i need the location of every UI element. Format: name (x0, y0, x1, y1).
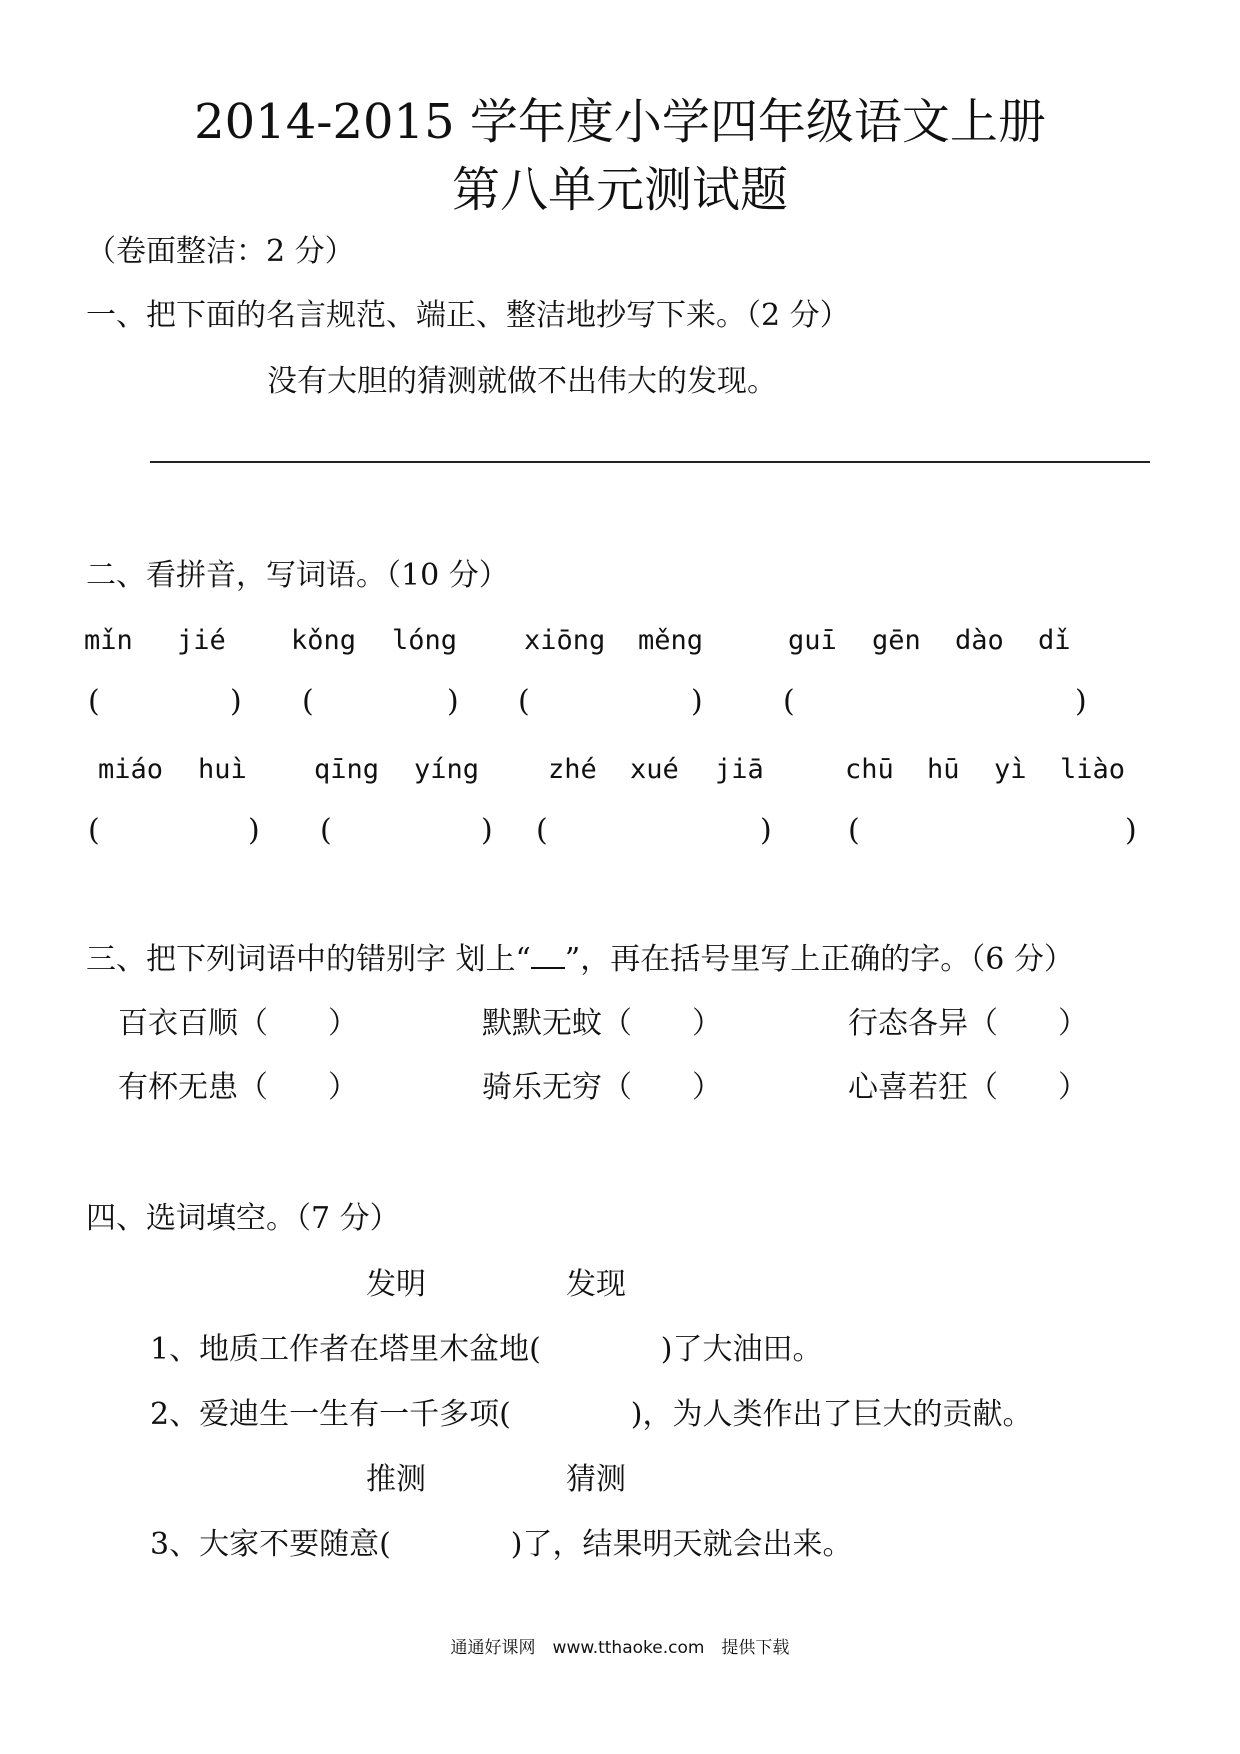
pinyin: guī (788, 625, 837, 656)
neatness-note: （卷面整洁：2 分） (86, 234, 355, 269)
pinyin: lóng (392, 625, 458, 656)
fill-question-2: 2、爱迪生一生有一千多项( )，为人类作出了巨大的贡献。 (150, 1397, 1033, 1432)
word-choice: 猜测 (566, 1462, 626, 1497)
copy-answer-line[interactable] (150, 461, 1150, 463)
page-title-line1: 2014-2015 学年度小学四年级语文上册 (194, 94, 1046, 150)
pinyin: yíng (414, 754, 480, 785)
section4-heading: 四、选词填空。（7 分） (86, 1201, 400, 1236)
pinyin: jié (177, 625, 226, 656)
quote-close: ” (564, 942, 581, 977)
section3-heading-text: 三、把下列词语中的错别字 划上 (86, 942, 516, 977)
pinyin: xiōng (524, 625, 606, 656)
pinyin: liào (1060, 754, 1126, 785)
pinyin: mǐn (84, 625, 133, 656)
bracket-close: ) (1075, 684, 1087, 719)
bracket-open: ( (783, 684, 795, 719)
pinyin: yì (994, 754, 1027, 785)
correction-item: 行态各异（ ） (848, 1006, 1088, 1041)
bracket-open: ( (518, 684, 530, 719)
pinyin: chū (845, 754, 894, 785)
pinyin: dǐ (1038, 625, 1071, 656)
pinyin: dào (955, 625, 1004, 656)
pinyin: měng (638, 625, 704, 656)
correction-item: 默默无蚊（ ） (482, 1006, 722, 1041)
pinyin: huì (198, 754, 247, 785)
correction-item: 有杯无患（ ） (118, 1070, 358, 1105)
pinyin: gēn (872, 625, 921, 656)
word-choice: 发明 (366, 1267, 426, 1302)
bracket-close: ) (230, 684, 242, 719)
correction-item: 骑乐无穷（ ） (482, 1070, 722, 1105)
bracket-open: ( (88, 813, 100, 848)
bracket-close: ) (447, 684, 459, 719)
section1-quote: 没有大胆的猜测就做不出伟大的发现。 (267, 364, 777, 399)
pinyin: zhé (548, 754, 597, 785)
section2-heading: 二、看拼音，写词语。（10 分） (86, 558, 509, 593)
section3-heading (86, 940, 1074, 980)
pinyin: xué (630, 754, 679, 785)
correction-item: 心喜若狂（ ） (848, 1070, 1088, 1105)
pinyin: jiā (715, 754, 764, 785)
bracket-close: ) (248, 813, 260, 848)
bracket-close: ) (481, 813, 493, 848)
bracket-close: ) (1125, 813, 1137, 848)
word-choice: 发现 (566, 1267, 626, 1302)
pinyin: qīng (314, 754, 380, 785)
fill-question-1: 1、地质工作者在塔里木盆地( )了大油田。 (150, 1332, 823, 1367)
footer-source: 通通好课网 www.tthaoke.com 提供下载 (450, 1638, 790, 1658)
bracket-open: ( (88, 684, 100, 719)
pinyin: kǒng (291, 625, 357, 656)
bracket-open: ( (848, 813, 860, 848)
quote-open: “ (515, 942, 531, 977)
bracket-open: ( (320, 813, 332, 848)
pinyin: miáo (98, 754, 164, 785)
section1-heading: 一、把下面的名言规范、端正、整洁地抄写下来。（2 分） (86, 298, 850, 333)
bracket-open: ( (302, 684, 314, 719)
bracket-open: ( (536, 813, 548, 848)
underline-mark (531, 945, 565, 969)
bracket-close: ) (691, 684, 703, 719)
section3-heading-tail: ，再在括号里写上正确的字。（6 分） (580, 942, 1074, 977)
word-choice: 推测 (366, 1462, 426, 1497)
page-title-line2: 第八单元测试题 (451, 162, 788, 218)
bracket-close: ) (760, 813, 772, 848)
pinyin: hū (927, 754, 960, 785)
fill-question-3: 3、大家不要随意( )了，结果明天就会出来。 (150, 1527, 853, 1562)
correction-item: 百衣百顺（ ） (118, 1006, 358, 1041)
